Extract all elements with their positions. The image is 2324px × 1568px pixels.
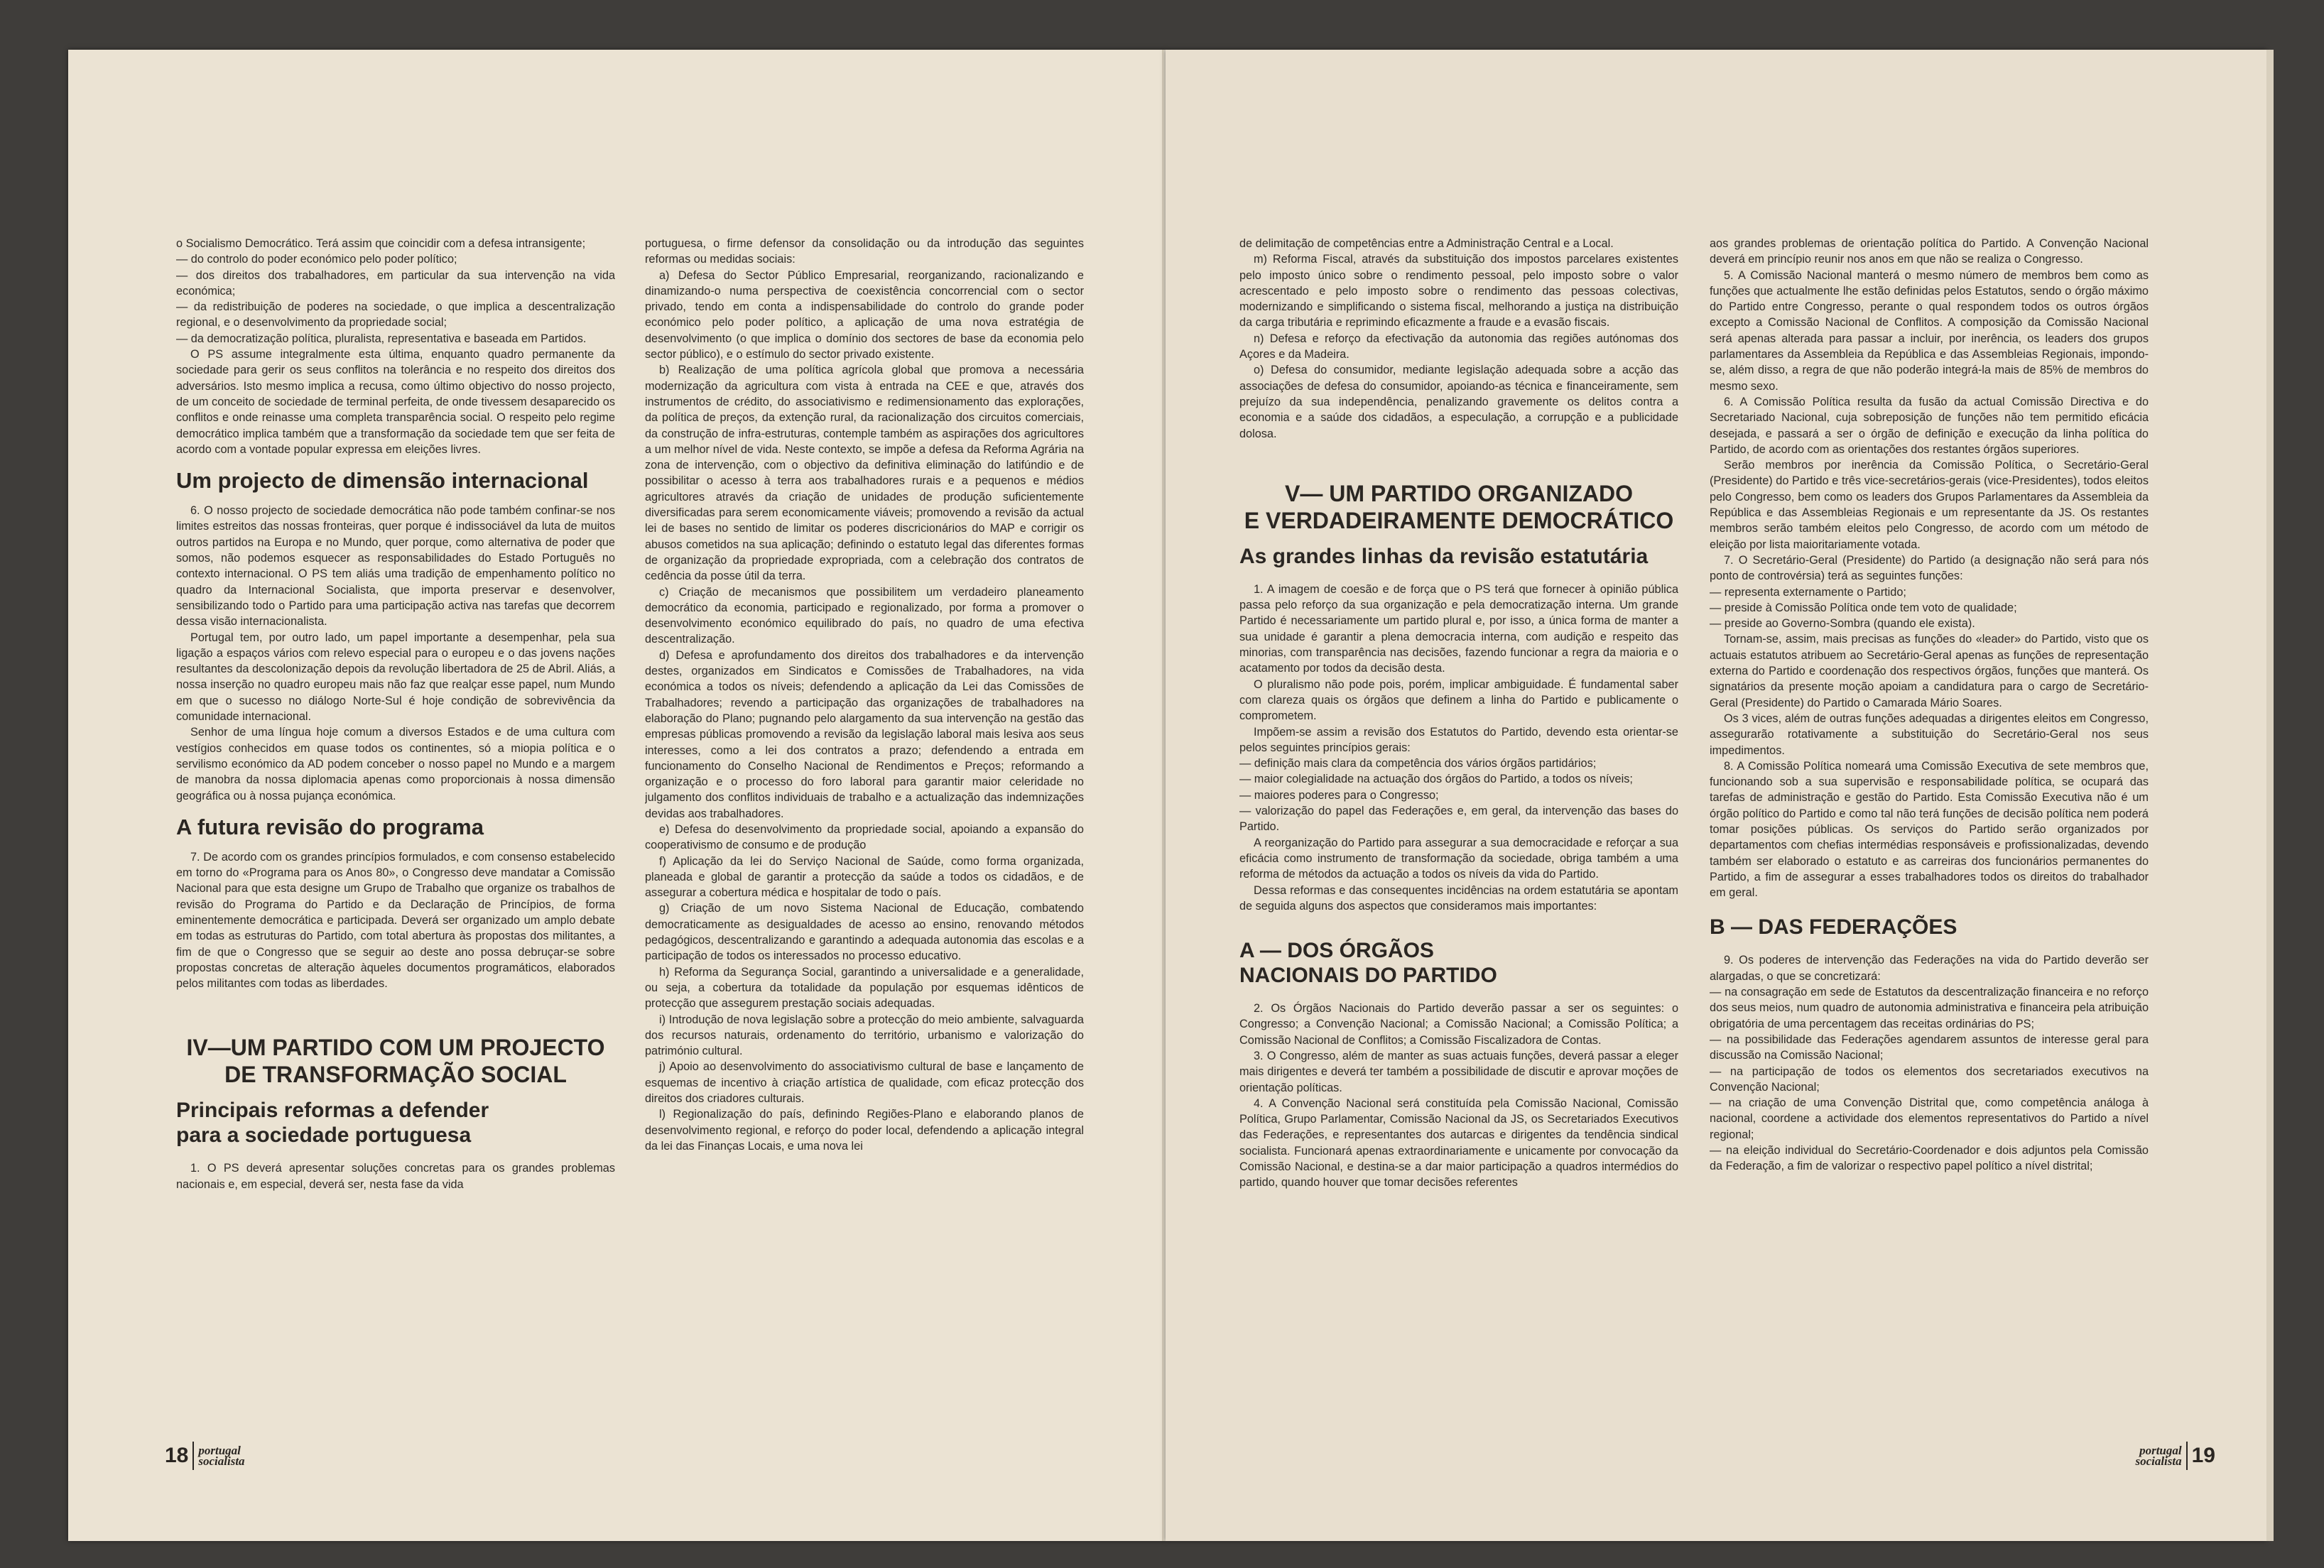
paragraph: j) Apoio ao desenvolvimento do associativismo cultural de base e lançamento de esquemas de incentivo à criação artística de qualidade, com eficaz protecção dos direitos dos criadores culturais. <box>645 1060 1084 1106</box>
list-item: — da democratização política, pluralista, representativa e baseada em Partidos. <box>176 332 587 345</box>
chapter-heading-line: V— UM PARTIDO ORGANIZADO <box>1284 480 1634 506</box>
list-item: — preside ao Governo-Sombra (quando ele exista). <box>1710 617 1975 631</box>
right-column-2 <box>1710 236 2149 1434</box>
page-edge <box>2266 50 2274 1541</box>
paragraph: c) Criação de mecanismos que possibilitem um verdadeiro planeamento democrático da economia, participado e regionalizado, por forma a promover o desenvolvimento económico equilibrado do país, no quadro de uma efectiva descentralização. <box>645 585 1084 646</box>
paragraph: n) Defesa e reforço da efectivação da autonomia das regiões autónomas dos Açores e da Madeira. <box>1239 332 1678 361</box>
footer-divider <box>2186 1442 2188 1470</box>
left-page <box>68 50 1166 1541</box>
section-heading: Um projecto de dimensão internacional <box>176 468 589 494</box>
right-page <box>1166 50 2266 1541</box>
paragraph: portuguesa, o firme defensor da consolidação ou da introdução das seguintes reformas ou medidas sociais: <box>645 237 1084 266</box>
subsection-heading-line: Principais reformas a defender <box>176 1099 489 1123</box>
paragraph: o Socialismo Democrático. Terá assim que coincidir com a defesa intransigente; <box>176 237 586 250</box>
paragraph: O pluralismo não pode pois, porém, implicar ambiguidade. É fundamental saber com clareza quais os órgãos que definem a linha do Partido e publicamente o comprometem. <box>1239 677 1678 723</box>
paragraph: m) Reforma Fiscal, através da substituição dos impostos parcelares existentes pelo imposto único sobre o rendimento pessoal, pelo imposto sobre o valor acrescentado e pelo imposto sobre o rendimento das pessoas colectivas, modernizando e simplificando o sistema fiscal, melhorando a justiça na distribuição da carga tributária e reprimindo eficazmente a fraude e a evasão fiscais. <box>1239 253 1678 330</box>
paragraph: b) Realização de uma política agrícola global que promova a necessária modernização da agricultura com vista à entrada na CEE e que, através dos instrumentos de crédito, do associativismo e redimensionamento das explorações, da política de preços, da extenção rural, da racionalização dos circuitos comerciais, da construção de infra-estruturas, contemple também as aspirações dos agricultores a um melhor nível de vida. Neste contexto, se impõe a defesa da Reforma Agrária na zona de intervenção, com o objectivo da definitiva eliminação do latifúndio e de possibilitar o acesso à terra aos trabalhadores rurais e a pequenos e médios agricultores através da criação de unidades de produção suficientemente diversificadas para serem economicamente viáveis; promovendo a revisão da actual lei de bases no sentido de limitar os poderes discricionários do MAP e corrigir os abusos cometidos na sua aplicação; definindo o estatuto legal das diferentes formas de organização da propriedade expropriada, com a celebração dos contratos de cedência da posse útil da terra. <box>645 364 1084 583</box>
paragraph: 6. O nosso projecto de sociedade democrática não pode também confinar-se nos limites estreitos das nossas fronteiras, quer porque é indissociável da luta de muitos outros partidos na Europa e no Mundo, quer porque, como alternativa de poder que somos, não podemos esquecer as responsabilidades do Estado Português no contexto internacional. O PS tem aliás uma tradição de empenhamento político no quadro da Internacional Socialista, que importa preservar e desenvolver, sensibilizando todo o Partido para uma participação activa nas tarefas que decorrem dessa visão internacionalista. <box>176 504 615 628</box>
paragraph: 3. O Congresso, além de manter as suas actuais funções, deverá passar a eleger mais dirigentes e deverá ter também a possibilidade de discutir e aprovar moções de orientação políticas. <box>1239 1049 1678 1094</box>
paragraph: o) Defesa do consumidor, mediante legislação adequada sobre a acção das associações de defesa do consumidor, apoiando-as técnica e financeiramente, sem prejuízo da sua independência, penalizando gravemente os delitos contra a economia e a saúde dos cidadãos, a especulação, a corrupção e a publicidade dolosa. <box>1239 364 1678 440</box>
paragraph: i) Introdução de nova legislação sobre a protecção do meio ambiente, salvaguarda dos recursos naturais, ordenamento do território, urbanismo e valorização do património cultural. <box>645 1013 1084 1058</box>
page-footer <box>165 1442 245 1470</box>
paragraph: Os 3 vices, além de outras funções adequadas a dirigentes eleitos em Congresso, assegurarão rotativamente a substituição do Secretário-Geral nos seus impedimentos. <box>1710 712 2149 757</box>
paragraph: A reorganização do Partido para assegurar a sua democracidade e reforçar a sua eficácia como instrumento de transformação da sociedade, obriga também a uma reforma de métodos da actuação a todos os níveis da vida do Partido. <box>1239 836 1678 881</box>
paragraph: 9. Os poderes de intervenção das Federações na vida do Partido deverão ser alargadas, o que se concretizará: <box>1710 954 2149 983</box>
paragraph: Dessa reformas e das consequentes incidências na ordem estatutária se apontam de seguida alguns dos aspectos que consideramos mais importantes: <box>1239 883 1678 913</box>
paragraph: f) Aplicação da lei do Serviço Nacional de Saúde, como forma organizada, planeada e global de garantir a protecção da saúde a todos os cidadãos, e de assegurar a cobertura médica e hospitalar de todo o país. <box>645 854 1084 900</box>
paragraph: 7. De acordo com os grandes princípios formulados, e com consenso estabelecido em torno do «Programa para os Anos 80», o Congresso deve mandatar a Comissão Nacional para que esta designe um Grupo de Trabalho que organize os trabalhos de revisão do Programa do Partido e da Declaração de Princípios, de forma eminentemente democrática e participada. Deverá ser organizado um amplo debate em todas as estruturas do Partido, com total abertura às propostas dos militantes, a fim de que o Congresso que se seguir ao deste ano possa debruçar-se sobre propostas concretas de alteração àqueles documentos programáticos, elaborados pelos militantes com todas as liberdades. <box>176 850 615 991</box>
list-item: — definição mais clara da competência dos vários órgãos partidários; <box>1239 757 1597 771</box>
chapter-heading-line: IV—UM PARTIDO COM UM PROJECTO <box>186 1035 605 1061</box>
chapter-heading <box>1239 480 1678 534</box>
right-column-1 <box>1239 236 1678 1434</box>
list-item: — na consagração em sede de Estatutos da descentralização financeira e no reforço dos seus meios, num quadro de autonomia administrativa e financeira pela atribuição obrigatória de uma percentagem das receitas ordinárias do PS; <box>1710 986 2149 1030</box>
publication-logo <box>198 1445 244 1466</box>
paragraph: 7. O Secretário-Geral (Presidente) do Partido (a designação não será para nós ponto de controvérsia) terá as seguintes funções: <box>1710 553 2149 583</box>
list-item: — na criação de uma Convenção Distrital que, como competência análoga à nacional, coordene a actividade dos elementos representativos do Partido a nível regional; <box>1710 1096 2149 1141</box>
list-item: — do controlo do poder económico pelo poder político; <box>176 253 457 266</box>
subsection-heading-line: para a sociedade portuguesa <box>176 1123 472 1148</box>
list-item: — valorização do papel das Federações e, em geral, da intervenção das bases do Partido. <box>1239 805 1678 834</box>
list-item: — maiores poderes para o Congresso; <box>1239 788 1439 802</box>
left-column-2 <box>645 236 1084 1434</box>
list-item: — na participação de todos os elementos dos secretariados executivos na Convenção Nacional; <box>1710 1065 2149 1094</box>
paragraph: Senhor de uma língua hoje comum a diversos Estados e de uma cultura com vestígios conhecidos em quase todos os continentes, só a miopia política e o servilismo económico da AD podem conceber o nosso papel no Mundo e a margem de manobra da nossa diplomacia apenas como proporcionais à nossa dimensão geográfica ou à nossa pujança económica. <box>176 726 615 802</box>
paragraph: d) Defesa e aprofundamento dos direitos dos trabalhadores e da intervenção destes, organizados em Sindicatos e Comissões de Trabalhadores, na vida económica a todos os níveis; defendendo a aplicação da Lei das Comissões de Trabalhadores; revendo a participação das organizações de trabalhadores na elaboração do Plano; pugnando pelo alargamento da sua intervenção na gestão das empresas públicas promovendo a revisão da legislação laboral mais lesiva aos seus interesses, como a lei dos contratos a prazo; defendendo a entrada em funcionamento do Conselho Nacional de Rendimentos e Preços; reformando a organização e o processo do foro laboral para garantir maior celeridade no julgamento dos conflitos individuais de trabalho e a actualização das indemnizações devidas aos trabalhadores. <box>645 648 1084 820</box>
paragraph: 2. Os Órgãos Nacionais do Partido deverão passar a ser os seguintes: o Congresso; a Convenção Nacional; a Comissão Nacional; a Comissão Política; a Comissão Nacional de Conflitos; a Comissão Fiscalizadora de Contas. <box>1239 1002 1678 1047</box>
paragraph: de delimitação de competências entre a Administração Central e a Local. <box>1239 237 1614 250</box>
footer-divider <box>192 1442 194 1470</box>
list-item: — maior colegialidade na actuação dos órgãos do Partido, a todos os níveis; <box>1239 773 1633 786</box>
page-number: 19 <box>2191 1444 2215 1467</box>
chapter-heading <box>176 1034 615 1088</box>
paragraph: Portugal tem, por outro lado, um papel importante a desempenhar, pela sua ligação a espaços vários com relevo especial para o europeu e o das jovens nações resultantes da descolonização depois da revolução libertadora de 25 de Abril. Aliás, a nossa inserção no quadro europeu mais não faz que realçar esse papel, num Mundo em que o sucesso no diálogo Norte-Sul é hoje condição de sobrevivência da comunidade internacional. <box>176 631 615 724</box>
logo-line: portugal <box>2139 1444 2182 1457</box>
paragraph: Serão membros por inerência da Comissão Política, o Secretário-Geral (Presidente) do Partido e três vice-secretários-gerais (vice-Presidentes), todos eleitos pelo Congresso, bem como os leaders dos Grupos Parlamentares da Assembleia da República e das Assembleias Regionais e um representante da JS. Os restantes membros serão também eleitos pelo Congresso, de acordo com um método de eleição por lista maioritariamente votada. <box>1710 459 2149 551</box>
subsection-heading: B — DAS FEDERAÇÕES <box>1710 915 1958 940</box>
section-heading: A futura revisão do programa <box>176 814 484 839</box>
paragraph: l) Regionalização do país, definindo Regiões-Plano e elaborando planos de desenvolvimento regional, e reforço do poder local, defendendo a aplicação integral da lei das Finanças Locais, e uma nova lei <box>645 1108 1084 1153</box>
paragraph: aos grandes problemas de orientação política do Partido. A Convenção Nacional deverá em princípio reunir nos anos em que não se realiza o Congresso. <box>1710 237 2149 266</box>
logo-line: socialista <box>198 1454 245 1468</box>
subsection-heading: As grandes linhas da revisão estatutária <box>1239 544 1649 568</box>
chapter-heading-line: E VERDADEIRAMENTE DEMOCRÁTICO <box>1244 507 1674 533</box>
paragraph: e) Defesa do desenvolvimento da propriedade social, apoiando a expansão do cooperativismo de consumo e de produção <box>645 822 1084 852</box>
page-number: 18 <box>165 1444 189 1467</box>
subsection-heading <box>1239 938 1678 988</box>
list-item: — preside à Comissão Política onde tem voto de qualidade; <box>1710 601 2017 614</box>
paragraph: O PS assume integralmente esta última, enquanto quadro permanente da sociedade para gerir os seus conflitos na tolerância e no respeito dos direitos dos adversários. Isto mesmo implica a recusa, como último objectivo do nosso projecto, de um conceito de sociedade de terminal perfeita, de onde tivessem desaparecido os conflitos e onde reinasse uma completa transparência social. O respeito pelo regime democrático implica também que a transformação da sociedade tem que ser feita de acordo com a vontade popular expressa em eleições livres. <box>176 348 615 456</box>
subsection-heading <box>176 1098 615 1148</box>
paragraph: 4. A Convenção Nacional será constituída pela Comissão Nacional, Comissão Política, Grupo Parlamentar, Comissão Nacional da JS, os Secretariados Executivos das Federações, e representantes dos autarcas e dirigentes da tendência sindical socialista. Funcionará apenas extraordinariamente e unicamente por convocação da Comissão Nacional, e destina-se a dar maior participação a quadros intermédios do partido, quando houver que tomar decisões referentes <box>1239 1096 1678 1189</box>
logo-line: socialista <box>2135 1454 2182 1468</box>
paragraph: 5. A Comissão Nacional manterá o mesmo número de membros bem como as funções que actualmente lhe estão definidas pelos Estatutos, sendo o órgão máximo do Partido entre Congresso, perante o qual respondem todos os outros órgãos excepto a Comissão Nacional de Conflitos. A composição da Comissão Nacional será apenas alterada para passar a incluir, por inerência, os leaders dos grupos parlamentares da Assembleia da República e das Assembleias Regionais, impondo-se, além disso, a regra de que não poderão integrá-la mais de 85% de membros do mesmo sexo. <box>1710 268 2149 393</box>
paragraph: g) Criação de um novo Sistema Nacional de Educação, combatendo democraticamente as desigualdades de acesso ao ensino, renovando métodos pedagógicos, descentralizando e garantindo a adequada autonomia das escolas e a participação de todos os interessados no processo educativo. <box>645 902 1084 963</box>
list-item: — na possibilidade das Federações agendarem assuntos de interesse geral para discussão na Comissão Nacional; <box>1710 1033 2149 1062</box>
paragraph: 6. A Comissão Política resulta da fusão da actual Comissão Directiva e do Secretariado Nacional, cuja sobreposição de funções não tem permitido eficácia desejada, e passará a ser o órgão de definição e execução da linha política do Partido, de acordo com as orientações dos restantes órgãos superiores. <box>1710 395 2149 456</box>
list-item: — dos direitos dos trabalhadores, em particular da sua intervenção na vida económica; <box>176 268 615 298</box>
paragraph: 1. O PS deverá apresentar soluções concretas para os grandes problemas nacionais e, em especial, deverá ser, nesta fase da vida <box>176 1162 615 1191</box>
list-item: — na eleição individual do Secretário-Coordenador e dois adjuntos pela Comissão da Federação, a fim de valorizar o respectivo papel político a nível distrital; <box>1710 1144 2149 1173</box>
paragraph: h) Reforma da Segurança Social, garantindo a universalidade e a generalidade, ou seja, a cobertura da totalidade da população por esquemas idênticos de protecção que assegurem prestação sociais adequadas. <box>645 965 1084 1011</box>
subsection-heading-line: A — DOS ÓRGÃOS <box>1239 939 1434 963</box>
page-footer <box>2135 1442 2215 1470</box>
list-item: — da redistribuição de poderes na sociedade, o que implica a descentralização regional, e o desenvolvimento da propriedade social; <box>176 300 615 330</box>
subsection-heading-line: NACIONAIS DO PARTIDO <box>1239 964 1497 988</box>
left-column-1 <box>176 236 615 1434</box>
paragraph: 8. A Comissão Política nomeará uma Comissão Executiva de sete membros que, funcionando sob a sua supervisão e responsabilidade política, se ocupará das tarefas de administração e gestão do Partido. Esta Comissão Executiva não é um órgão político do Partido e como tal não terá funções de decisão política nem poderá tomar posições públicas. Os serviços do Partido serão organizados por departamentos com chefias intermédias responsáveis e profissionalizadas, devendo também ser elaborado o estatuto e as carreiras dos funcionários permanentes do Partido, a fim de assegurar a esses trabalhadores todos os direitos do trabalhador em geral. <box>1710 759 2149 900</box>
paragraph: a) Defesa do Sector Público Empresarial, reorganizando, racionalizando e dinamizando-o numa perspectiva de coexistência concorrencial com o sector privado, tendo em conta a indispensabilidade do controlo do grande poder económico pelo poder político, a aplicação de uma nova estratégia de desenvolvimento (o que implica o domínio dos sectores de base da economia pelo sector público), e o estímulo do sector privado existente. <box>645 268 1084 361</box>
publication-logo <box>2135 1445 2181 1466</box>
logo-line: portugal <box>198 1444 241 1457</box>
paragraph: Tornam-se, assim, mais precisas as funções do «leader» do Partido, visto que os actuais estatutos atribuem ao Secretário-Geral apenas as funções de representação externa do Partido e coordenação dos respectivos órgãos, funções que manterá. Os signatários da presente moção apoiam a candidatura para o cargo de Secretário-Geral (Presidente) do Partido o Camarada Mário Soares. <box>1710 633 2149 709</box>
list-item: — representa externamente o Partido; <box>1710 585 1906 599</box>
chapter-heading-line: DE TRANSFORMAÇÃO SOCIAL <box>224 1062 567 1088</box>
paragraph: 1. A imagem de coesão e de força que o PS terá que fornecer à opinião pública passa pelo reforço da sua organização e pela democratização interna. Um grande Partido é necessariamente um partido plural e, por isso, a única forma de manter a sua unidade é garantir a plena democracia interna, com audição e respeito das minorias, com transparência nas decisões, fazendo funcionar a regra da maioria e o acatamento por todos da decisão desta. <box>1239 582 1678 675</box>
paragraph: Impõem-se assim a revisão dos Estatutos do Partido, devendo esta orientar-se pelos seguintes princípios gerais: <box>1239 725 1678 754</box>
